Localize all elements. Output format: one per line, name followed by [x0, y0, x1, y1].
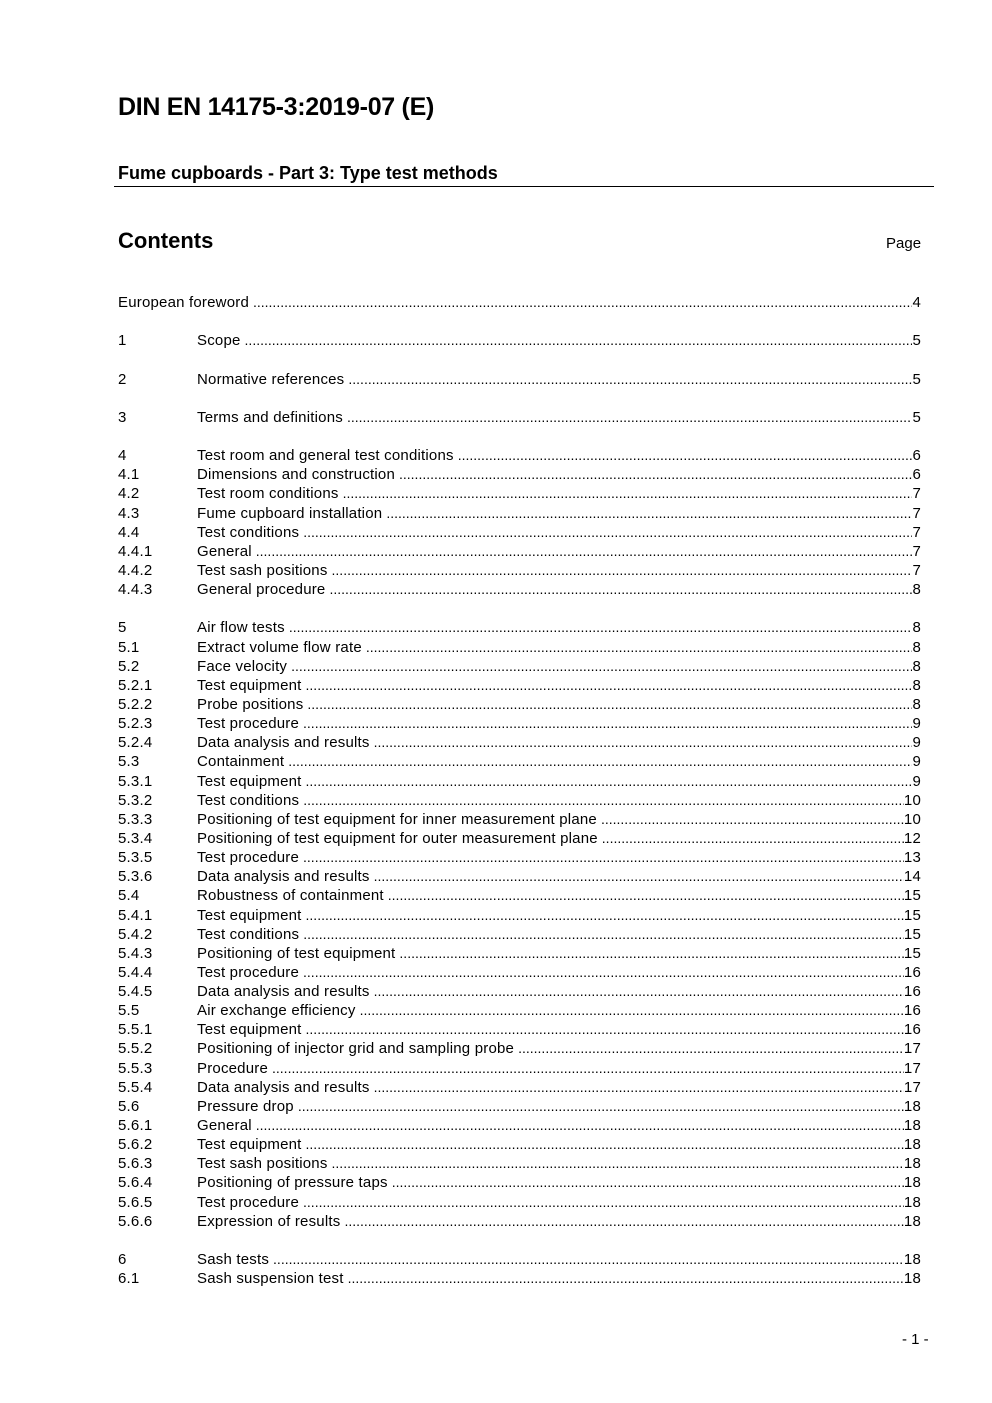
toc-dot-leader: [332, 561, 913, 580]
toc-dot-leader: [306, 1135, 904, 1154]
toc-entry-number: 5.6.6: [118, 1212, 153, 1230]
toc-entry-title: Test equipment: [197, 1021, 302, 1039]
toc-dot-leader: [303, 791, 904, 810]
toc-entry-number: 5.4: [118, 887, 140, 905]
toc-dot-leader: [374, 733, 913, 752]
toc-entry-page: 9: [912, 772, 921, 790]
toc-entry-number: 5.2.4: [118, 734, 153, 752]
toc-entry[interactable]: [118, 963, 921, 982]
toc-entry-title: Data analysis and results: [197, 983, 370, 1001]
toc-entry-number: 4.3: [118, 504, 140, 522]
toc-entry-title: Pressure drop: [197, 1097, 294, 1115]
toc-entry[interactable]: [118, 1135, 921, 1154]
toc-dot-leader: [273, 1250, 904, 1269]
toc-entry-number: 5.4.1: [118, 906, 153, 924]
toc-entry-title: Test equipment: [197, 676, 302, 694]
toc-dot-leader: [366, 638, 913, 657]
toc-entry-number: 5.4.5: [118, 983, 153, 1001]
toc-entry-page: 13: [903, 849, 921, 867]
toc-entry[interactable]: [118, 657, 921, 676]
toc-entry-title: Air flow tests: [197, 619, 285, 637]
toc-entry[interactable]: [118, 676, 921, 695]
toc-entry-page: 9: [912, 715, 921, 733]
toc-dot-leader: [332, 1154, 904, 1173]
toc-dot-leader: [272, 1059, 904, 1078]
toc-entry[interactable]: [118, 848, 921, 867]
toc-entry-number: 5.3: [118, 753, 140, 771]
toc-entry[interactable]: [118, 1193, 921, 1212]
toc-entry[interactable]: [118, 504, 921, 523]
toc-entry[interactable]: [118, 1001, 921, 1020]
toc-entry-page: 15: [903, 944, 921, 962]
toc-entry-title: European foreword: [118, 294, 249, 311]
toc-entry-title: Test sash positions: [197, 561, 328, 579]
toc-entry-title: Data analysis and results: [197, 1078, 370, 1096]
toc-dot-leader: [303, 848, 904, 867]
toc-entry-title: Air exchange efficiency: [197, 1002, 356, 1020]
toc-dot-leader: [518, 1039, 904, 1058]
toc-entry-page: 17: [903, 1059, 921, 1077]
toc-entry-page: 18: [903, 1155, 921, 1173]
toc-dot-leader: [399, 944, 903, 963]
toc-dot-leader: [329, 580, 912, 599]
toc-entry-number: 4.2: [118, 485, 140, 503]
toc-entry[interactable]: [118, 906, 921, 925]
toc-dot-leader: [306, 772, 913, 791]
toc-dot-leader: [253, 293, 912, 312]
footer-page-number: - 1 -: [902, 1331, 929, 1348]
table-of-contents: [118, 293, 921, 1288]
toc-entry-number: 6: [118, 1251, 127, 1269]
toc-dot-leader: [303, 1193, 904, 1212]
toc-entry-page: 8: [912, 581, 921, 599]
toc-entry[interactable]: [118, 886, 921, 905]
toc-entry[interactable]: [118, 465, 921, 484]
toc-entry-page: 7: [912, 504, 921, 522]
toc-entry-title: Positioning of test equipment: [197, 944, 396, 962]
toc-entry[interactable]: [118, 561, 921, 580]
toc-entry[interactable]: [118, 523, 921, 542]
toc-entry-number: 5.5.4: [118, 1078, 153, 1096]
toc-entry-title: Scope: [197, 332, 241, 350]
toc-entry-page: 5: [912, 408, 921, 426]
toc-entry[interactable]: [118, 1059, 921, 1078]
toc-entry-title: Normative references: [197, 370, 345, 388]
toc-entry-page: 18: [903, 1251, 921, 1269]
toc-entry-page: 16: [903, 983, 921, 1001]
toc-entry-page: 16: [903, 1021, 921, 1039]
toc-dot-leader: [602, 829, 904, 848]
toc-entry-page: 15: [903, 906, 921, 924]
toc-entry-number: 5.2.3: [118, 715, 153, 733]
toc-entry-page: 18: [903, 1097, 921, 1115]
toc-entry-number: 5: [118, 619, 127, 637]
toc-entry-number: 5.4.4: [118, 963, 153, 981]
toc-entry-number: 4.4.1: [118, 542, 153, 560]
toc-entry-page: 8: [912, 638, 921, 656]
toc-entry-page: 15: [903, 925, 921, 943]
toc-entry-page: 17: [903, 1078, 921, 1096]
toc-dot-leader: [344, 1212, 903, 1231]
toc-dot-leader: [303, 714, 912, 733]
toc-entry-page: 7: [912, 561, 921, 579]
page-column-heading: Page: [886, 235, 922, 252]
toc-entry-number: 5.2.2: [118, 695, 153, 713]
toc-dot-leader: [291, 657, 912, 676]
toc-entry[interactable]: [118, 446, 921, 465]
toc-entry-title: Test procedure: [197, 963, 300, 981]
toc-entry-title: Data analysis and results: [197, 734, 370, 752]
toc-dot-leader: [298, 1097, 904, 1116]
toc-dot-leader: [374, 982, 904, 1001]
toc-entry-page: 16: [903, 1002, 921, 1020]
toc-entry[interactable]: [118, 810, 921, 829]
toc-dot-leader: [360, 1001, 904, 1020]
toc-entry-number: 5.6: [118, 1097, 140, 1115]
toc-entry[interactable]: [118, 791, 921, 810]
toc-entry-number: 6.1: [118, 1270, 140, 1288]
toc-dot-leader: [289, 618, 913, 637]
toc-dot-leader: [348, 370, 912, 389]
toc-entry-page: 18: [903, 1193, 921, 1211]
toc-entry-number: 5.6.4: [118, 1174, 153, 1192]
toc-entry[interactable]: [118, 982, 921, 1001]
toc-entry-page: 7: [912, 523, 921, 541]
toc-entry-number: 5.6.5: [118, 1193, 153, 1211]
toc-entry-page: 10: [903, 791, 921, 809]
toc-entry[interactable]: [118, 484, 921, 503]
toc-entry-title: Extract volume flow rate: [197, 638, 362, 656]
toc-entry-number: 4: [118, 447, 127, 465]
toc-entry-page: 15: [903, 887, 921, 905]
toc-entry-page: 8: [912, 619, 921, 637]
toc-entry[interactable]: [118, 1212, 921, 1231]
toc-entry-title: Positioning of test equipment for outer measurement plane: [197, 829, 598, 847]
title-divider: [114, 186, 934, 187]
toc-entry-title: Probe positions: [197, 695, 304, 713]
toc-dot-leader: [306, 676, 913, 695]
toc-entry-number: 5.3.2: [118, 791, 153, 809]
toc-entry-page: 16: [903, 963, 921, 981]
toc-entry-title: Test procedure: [197, 1193, 300, 1211]
toc-entry[interactable]: [118, 714, 921, 733]
toc-entry[interactable]: [118, 1173, 921, 1192]
toc-entry-title: Positioning of test equipment for inner measurement plane: [197, 810, 597, 828]
toc-dot-leader: [245, 331, 913, 350]
toc-entry-number: 5.4.3: [118, 944, 153, 962]
toc-entry-page: 5: [912, 332, 921, 350]
toc-entry-number: 5.3.6: [118, 868, 153, 886]
toc-entry-number: 5.2.1: [118, 676, 153, 694]
toc-entry-number: 4.4.2: [118, 561, 153, 579]
toc-entry-title: Test conditions: [197, 925, 300, 943]
toc-dot-leader: [307, 695, 912, 714]
toc-entry-title: Test room and general test conditions: [197, 447, 454, 465]
toc-dot-leader: [303, 523, 912, 542]
toc-entry[interactable]: [118, 772, 921, 791]
toc-dot-leader: [303, 963, 904, 982]
toc-entry[interactable]: [118, 1154, 921, 1173]
toc-entry-title: Procedure: [197, 1059, 269, 1077]
toc-entry-title: Test procedure: [197, 849, 300, 867]
toc-entry-title: Containment: [197, 753, 285, 771]
toc-entry-number: 5.4.2: [118, 925, 153, 943]
toc-dot-leader: [399, 465, 912, 484]
toc-entry-title: General procedure: [197, 581, 326, 599]
toc-entry-number: 5.3.4: [118, 829, 153, 847]
toc-entry-title: Sash suspension test: [197, 1270, 344, 1288]
toc-entry[interactable]: [118, 867, 921, 886]
toc-entry-number: 5.6.2: [118, 1136, 153, 1154]
toc-entry[interactable]: [118, 408, 921, 427]
toc-entry-number: 5.5: [118, 1002, 140, 1020]
toc-entry-page: 6: [912, 466, 921, 484]
toc-entry-page: 8: [912, 657, 921, 675]
toc-dot-leader: [348, 1269, 904, 1288]
toc-entry-title: Expression of results: [197, 1212, 341, 1230]
toc-entry-number: 5.3.5: [118, 849, 153, 867]
toc-entry-number: 4.4: [118, 523, 140, 541]
toc-entry[interactable]: [118, 829, 921, 848]
toc-entry[interactable]: [118, 293, 921, 312]
toc-entry[interactable]: [118, 1020, 921, 1039]
toc-entry-page: 18: [903, 1174, 921, 1192]
toc-entry[interactable]: [118, 752, 921, 771]
toc-entry[interactable]: [118, 925, 921, 944]
toc-entry-page: 8: [912, 695, 921, 713]
toc-dot-leader: [288, 752, 912, 771]
toc-entry-title: Test equipment: [197, 906, 302, 924]
toc-entry-title: Test room conditions: [197, 485, 339, 503]
contents-heading: Contents: [118, 228, 214, 253]
toc-dot-leader: [388, 886, 904, 905]
toc-entry-page: 4: [912, 294, 921, 311]
toc-entry-title: Test equipment: [197, 772, 302, 790]
toc-entry-title: General: [197, 542, 252, 560]
toc-dot-leader: [303, 925, 904, 944]
toc-entry[interactable]: [118, 695, 921, 714]
toc-entry[interactable]: [118, 638, 921, 657]
toc-entry-title: Positioning of pressure taps: [197, 1174, 388, 1192]
toc-entry-number: 3: [118, 408, 127, 426]
toc-entry-title: General: [197, 1117, 252, 1135]
toc-entry[interactable]: [118, 1269, 921, 1288]
toc-entry-title: Robustness of containment: [197, 887, 384, 905]
toc-entry-number: 1: [118, 332, 127, 350]
toc-entry-title: Test conditions: [197, 791, 300, 809]
toc-entry[interactable]: [118, 944, 921, 963]
toc-dot-leader: [392, 1173, 904, 1192]
toc-entry-title: Positioning of injector grid and sampling probe: [197, 1040, 515, 1058]
toc-dot-leader: [306, 1020, 904, 1039]
toc-entry-number: 5.6.3: [118, 1155, 153, 1173]
toc-entry-page: 8: [912, 676, 921, 694]
toc-entry[interactable]: [118, 1097, 921, 1116]
toc-entry-page: 14: [903, 868, 921, 886]
toc-entry-number: 4.4.3: [118, 581, 153, 599]
toc-entry-number: 4.1: [118, 466, 140, 484]
toc-entry-number: 5.5.3: [118, 1059, 153, 1077]
toc-entry[interactable]: [118, 1250, 921, 1269]
toc-dot-leader: [458, 446, 913, 465]
toc-entry-number: 5.1: [118, 638, 140, 656]
toc-entry-number: 5.3.1: [118, 772, 153, 790]
toc-entry-title: Fume cupboard installation: [197, 504, 383, 522]
toc-entry-title: Test conditions: [197, 523, 300, 541]
toc-entry-page: 9: [912, 753, 921, 771]
toc-entry-number: 5.6.1: [118, 1117, 153, 1135]
toc-dot-leader: [386, 504, 912, 523]
toc-entry-title: Test sash positions: [197, 1155, 328, 1173]
toc-dot-leader: [601, 810, 904, 829]
toc-dot-leader: [256, 542, 913, 561]
toc-entry-title: Terms and definitions: [197, 408, 343, 426]
toc-entry[interactable]: [118, 1039, 921, 1058]
toc-entry-page: 18: [903, 1270, 921, 1288]
toc-entry[interactable]: [118, 580, 921, 599]
toc-entry[interactable]: [118, 370, 921, 389]
toc-entry-page: 7: [912, 485, 921, 503]
toc-entry[interactable]: [118, 1078, 921, 1097]
toc-entry-page: 6: [912, 447, 921, 465]
toc-entry[interactable]: [118, 733, 921, 752]
toc-entry-number: 5.3.3: [118, 810, 153, 828]
toc-entry-page: 5: [912, 370, 921, 388]
document-subtitle: Fume cupboards - Part 3: Type test methods: [118, 163, 498, 183]
toc-entry[interactable]: [118, 331, 921, 350]
toc-entry[interactable]: [118, 1116, 921, 1135]
toc-entry-page: 12: [903, 829, 921, 847]
document-number: DIN EN 14175-3:2019-07 (E): [118, 93, 434, 121]
toc-dot-leader: [347, 408, 913, 427]
toc-entry-page: 18: [903, 1117, 921, 1135]
toc-entry-title: Test procedure: [197, 715, 300, 733]
toc-dot-leader: [306, 906, 904, 925]
toc-entry-title: Face velocity: [197, 657, 288, 675]
toc-entry-number: 5.5.2: [118, 1040, 153, 1058]
toc-entry-number: 5.2: [118, 657, 140, 675]
toc-entry-title: Dimensions and construction: [197, 466, 395, 484]
toc-entry-number: 5.5.1: [118, 1021, 153, 1039]
toc-dot-leader: [374, 867, 904, 886]
toc-entry[interactable]: [118, 542, 921, 561]
toc-entry-page: 9: [912, 734, 921, 752]
toc-dot-leader: [374, 1078, 904, 1097]
toc-entry-page: 18: [903, 1136, 921, 1154]
toc-dot-leader: [256, 1116, 904, 1135]
toc-dot-leader: [343, 484, 913, 503]
toc-entry-page: 18: [903, 1212, 921, 1230]
toc-entry-number: 2: [118, 370, 127, 388]
toc-entry-page: 17: [903, 1040, 921, 1058]
toc-entry[interactable]: [118, 618, 921, 637]
toc-entry-page: 7: [912, 542, 921, 560]
toc-entry-page: 10: [903, 810, 921, 828]
toc-entry-title: Sash tests: [197, 1251, 270, 1269]
toc-entry-title: Data analysis and results: [197, 868, 370, 886]
toc-entry-title: Test equipment: [197, 1136, 302, 1154]
